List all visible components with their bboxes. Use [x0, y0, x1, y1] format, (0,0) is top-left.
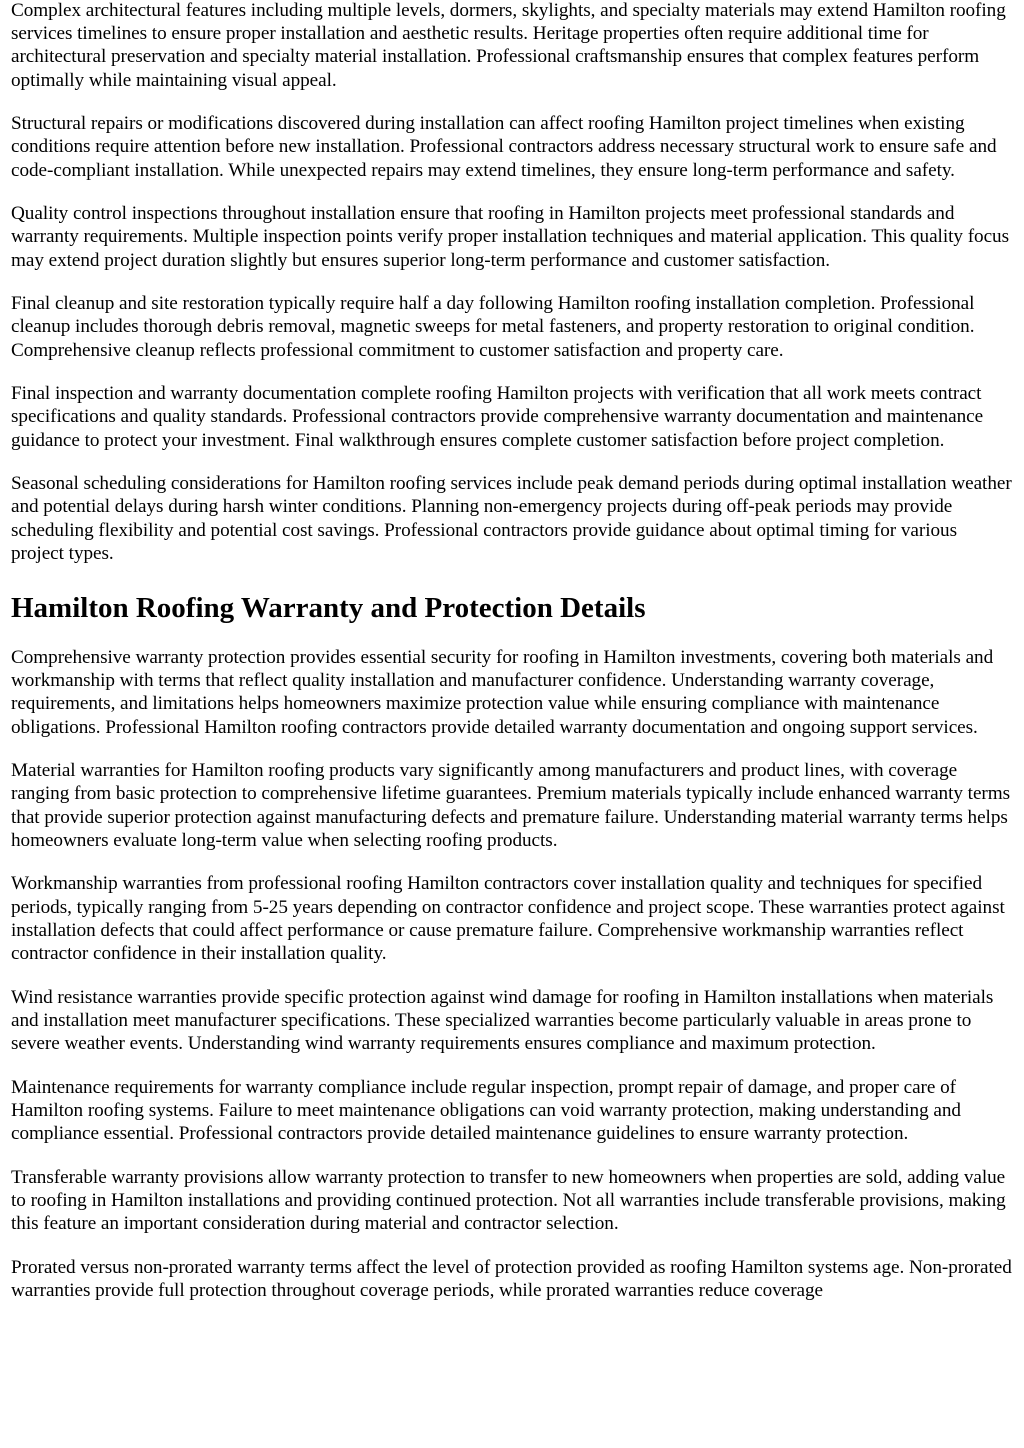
paragraph-workmanship-warranties: Workmanship warranties from professional roofing Hamilton contractors cover installation quality and techniques for specified periods, typically ranging from 5-25 years depending on contractor confidence and project scope. These warranties protect against installation defects that could affect performance or cause premature failure. Comprehensive workmanship warranties reflect contractor confidence in their installation quality.: [11, 873, 1005, 965]
paragraph-final-cleanup: Final cleanup and site restoration typically require half a day following Hamilton roofing installation completion. Professional cleanup includes thorough debris removal, magnetic sweeps for metal fasteners, and property restoration to original condition. Comprehensive cleanup reflects professional commitment to customer satisfaction and property care.: [11, 293, 975, 361]
section-warranty-protection: [11, 591, 1013, 1302]
section-heading: Hamilton Roofing Warranty and Protection Details: [11, 592, 646, 625]
paragraph-material-warranties: Material warranties for Hamilton roofing products vary significantly among manufacturers and product lines, with coverage ranging from basic protection to comprehensive lifetime guarantees. Premium materials typically include enhanced warranty terms that provide superior protection against manufacturing defects and premature failure. Understanding material warranty terms helps homeowners evaluate long-term value when selecting roofing products.: [11, 760, 1011, 851]
paragraph-complex-features: Complex architectural features including multiple levels, dormers, skylights, and specialty materials may extend Hamilton roofing services timelines to ensure proper installation and aesthetic results. Heritage properties often require additional time for architectural preservation and specialty material installation. Professional craftsmanship ensures that complex features perform optimally while maintaining visual appeal.: [11, 0, 1006, 91]
paragraph-transferable-warranty: Transferable warranty provisions allow warranty protection to transfer to new homeowners when properties are sold, adding value to roofing in Hamilton installations and providing continued protection. Not all warranties include transferable provisions, making this feature an important consideration during material and contractor selection.: [11, 1166, 1006, 1235]
paragraph-maintenance-requirements: Maintenance requirements for warranty compliance include regular inspection, prompt repair of damage, and proper care of Hamilton roofing systems. Failure to meet maintenance obligations can void warranty protection, making understanding and compliance essential. Professional contractors provide detailed maintenance guidelines to ensure warranty protection.: [11, 1076, 961, 1145]
paragraph-structural-repairs: Structural repairs or modifications discovered during installation can affect roofing Hamilton project timelines when existing conditions require attention before new installation. Professional contractors address necessary structural work to ensure safe and code-compliant installation. While unexpected repairs may extend timelines, they ensure long-term performance and safety.: [11, 113, 997, 181]
paragraph-wind-resistance: Wind resistance warranties provide specific protection against wind damage for roofing in Hamilton installations when materials and installation meet manufacturer specifications. These specialized warranties become particularly valuable in areas prone to severe weather events. Understanding wind warranty requirements ensures compliance and maximum protection.: [11, 986, 994, 1055]
paragraph-quality-control: Quality control inspections throughout installation ensure that roofing in Hamilton projects meet professional standards and warranty requirements. Multiple inspection points verify proper installation techniques and material application. This quality focus may extend project duration slightly but ensures superior long-term performance and customer satisfaction.: [11, 203, 1010, 271]
paragraph-prorated-terms: Prorated versus non-prorated warranty terms affect the level of protection provided as roofing Hamilton systems age. Non-prorated warranties provide full protection throughout coverage periods, while prorated warranties reduce coverage: [11, 1256, 1012, 1301]
section-installation-timeline: [11, 0, 1013, 565]
paragraph-comprehensive-warranty: Comprehensive warranty protection provides essential security for roofing in Hamilton investments, covering both materials and workmanship with terms that reflect quality installation and manufacturer confidence. Understanding warranty coverage, requirements, and limitations helps homeowners maximize protection value while ensuring compliance with maintenance obligations. Professional Hamilton roofing contractors provide detailed warranty documentation and ongoing support services.: [11, 647, 994, 738]
paragraph-final-inspection: Final inspection and warranty documentation complete roofing Hamilton projects with verification that all work meets contract specifications and quality standards. Professional contractors provide comprehensive warranty documentation and maintenance guidance to protect your investment. Final walkthrough ensures complete customer satisfaction before project completion.: [11, 383, 984, 451]
paragraph-seasonal-scheduling: Seasonal scheduling considerations for Hamilton roofing services include peak demand periods during optimal installation weather and potential delays during harsh winter conditions. Planning non-emergency projects during off-peak periods may provide scheduling flexibility and potential cost savings. Professional contractors provide guidance about optimal timing for various project types.: [11, 473, 1012, 564]
